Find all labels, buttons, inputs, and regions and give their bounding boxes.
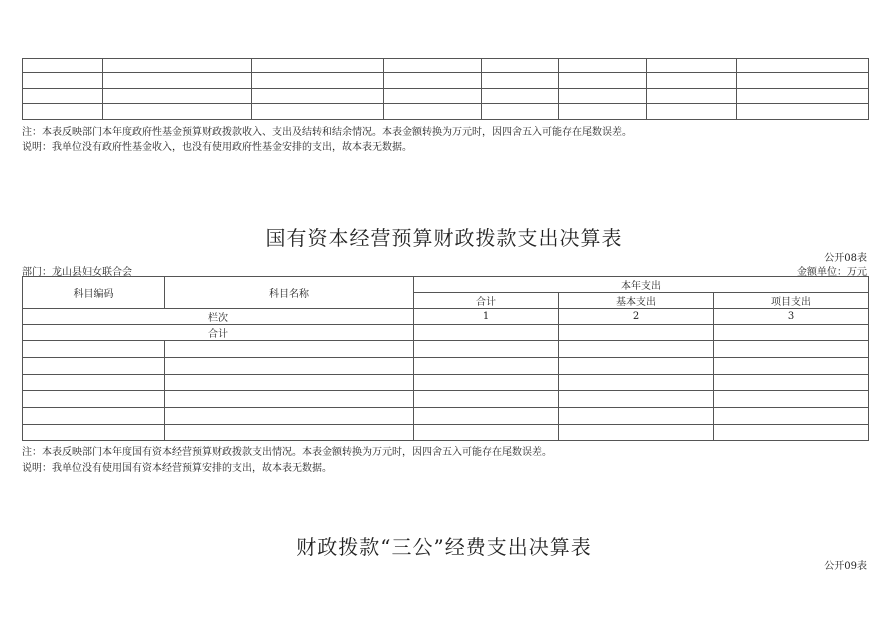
table-row [23,73,869,89]
section2-explain: 说明：我单位没有使用国有资本经营预算安排的支出，故本表无数据。 [22,463,332,474]
index-label: 栏次 [23,309,414,325]
header-basic: 基本支出 [559,293,714,309]
section3-title: 财政拨款“三公”经费支出决算表 [296,535,592,559]
top-partial-table [22,58,869,120]
table-row [23,358,869,375]
header-name: 科目名称 [165,277,414,309]
table-row [23,59,869,73]
header-code: 科目编码 [23,277,165,309]
table-row [23,391,869,408]
section2-title: 国有资本经营预算财政拨款支出决算表 [265,226,623,250]
section1-explain: 说明：我单位没有政府性基金收入，也没有使用政府性基金安排的支出，故本表无数据。 [22,142,412,153]
total-row [23,325,869,341]
section2-unit: 金额单位：万元 [797,267,867,278]
table-row [23,341,869,358]
header-total: 合计 [414,293,559,309]
index-col-1: 1 [414,309,559,325]
index-row [23,309,869,325]
table-row [23,408,869,425]
table-row [23,375,869,391]
total-label: 合计 [23,325,414,341]
state-capital-expense-table [22,276,869,441]
header-project: 项目支出 [714,293,869,309]
section2-form-no: 公开08表 [824,253,867,264]
index-col-3: 3 [714,309,869,325]
section2-note: 注：本表反映部门本年度国有资本经营预算财政拨款支出情况。本表金额转换为万元时，因四舍五入可能存在尾数误差。 [22,447,552,458]
header-row [23,277,869,293]
section2-dept: 部门：龙山县妇女联合会 [22,267,132,278]
header-year-expense: 本年支出 [414,277,869,293]
index-col-2: 2 [559,309,714,325]
section1-note: 注：本表反映部门本年度政府性基金预算财政拨款收入、支出及结转和结余情况。本表金额转换为万元时，因四舍五入可能存在尾数误差。 [22,127,632,138]
table-row [23,89,869,104]
table-row [23,104,869,120]
section3-form-no: 公开09表 [824,561,867,572]
table-row [23,425,869,441]
